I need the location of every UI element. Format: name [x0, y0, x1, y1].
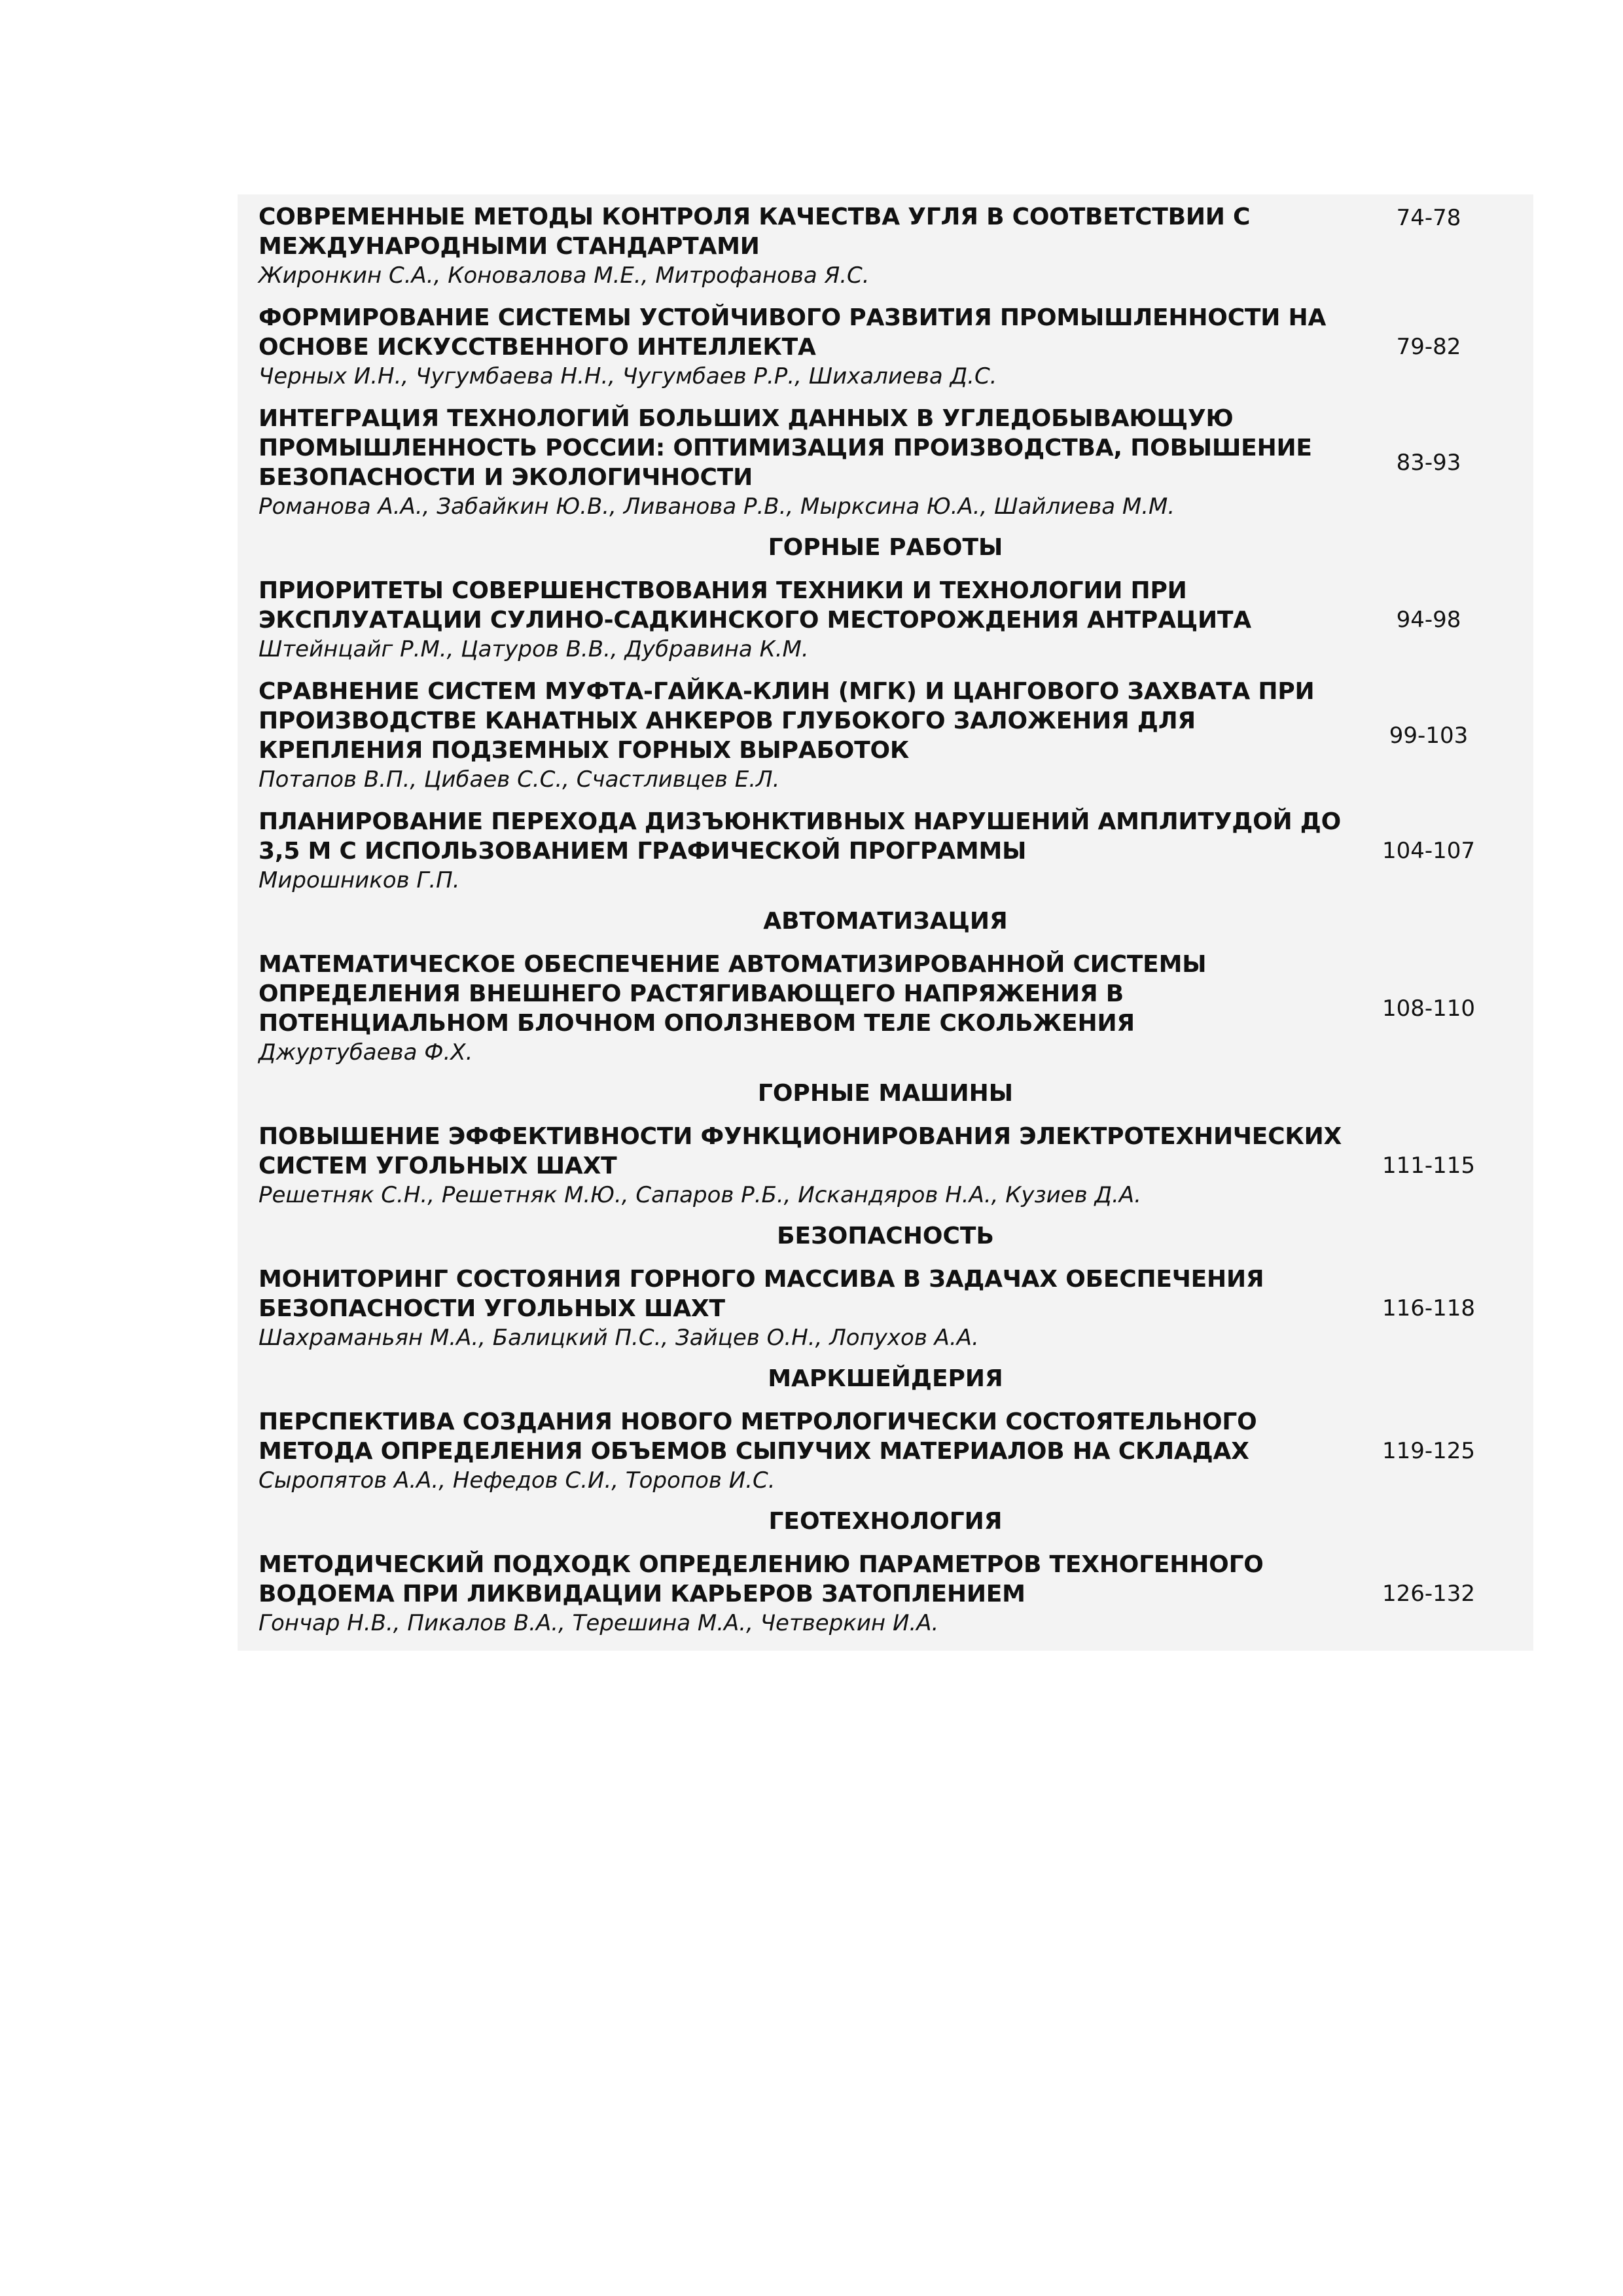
toc-entry-text	[238, 807, 1344, 895]
article-title: ПЕРСПЕКТИВА СОЗДАНИЯ НОВОГО МЕТРОЛОГИЧЕСКИ СОСТОЯТЕЛЬНОГО МЕТОДА ОПРЕДЕЛЕНИЯ ОБЪЕМОВ СЫПУЧИХ МАТЕРИАЛОВ НА СКЛАДАХ	[259, 1408, 1257, 1465]
toc-entry	[238, 1399, 1533, 1500]
section-heading: БЕЗОПАСНОСТЬ	[777, 1223, 994, 1249]
page-range: 104-107	[1382, 838, 1476, 864]
page-range: 74-78	[1396, 205, 1461, 231]
toc-entry	[238, 942, 1533, 1072]
toc-entry-text	[238, 677, 1344, 794]
article-title: МАТЕМАТИЧЕСКОЕ ОБЕСПЕЧЕНИЕ АВТОМАТИЗИРОВАННОЙ СИСТЕМЫ ОПРЕДЕЛЕНИЯ ВНЕШНЕГО РАСТЯГИВАЮЩЕГО НАПРЯЖЕНИЯ В ПОТЕНЦИАЛЬНОМ БЛОЧНОМ ОПОЛЗНЕВОМ ТЕЛЕ СКОЛЬЖЕНИЯ	[259, 951, 1207, 1037]
article-title: ФОРМИРОВАНИЕ СИСТЕМЫ УСТОЙЧИВОГО РАЗВИТИЯ ПРОМЫШЛЕННОСТИ НА ОСНОВЕ ИСКУССТВЕННОГО ИНТЕЛЛЕКТА	[259, 304, 1327, 361]
article-authors: Сыропятов А.А., Нефедов С.И., Торопов И.С.	[259, 1467, 776, 1494]
article-title: ПРИОРИТЕТЫ СОВЕРШЕНСТВОВАНИЯ ТЕХНИКИ И ТЕХНОЛОГИИ ПРИ ЭКСПЛУАТАЦИИ СУЛИНО-САДКИНСКОГО МЕСТОРОЖДЕНИЯ АНТРАЦИТА	[259, 577, 1251, 634]
toc-entry	[238, 669, 1533, 799]
article-authors: Джуртубаева Ф.Х.	[259, 1039, 473, 1066]
article-title: ПЛАНИРОВАНИЕ ПЕРЕХОДА ДИЗЪЮНКТИВНЫХ НАРУШЕНИЙ АМПЛИТУДОЙ ДО 3,5 М С ИСПОЛЬЗОВАНИЕМ ГРАФИЧЕСКОЙ ПРОГРАММЫ	[259, 808, 1342, 865]
article-authors: Гончар Н.В., Пикалов В.А., Терешина М.А., Четверкин И.А.	[259, 1610, 939, 1636]
toc-entry-text	[238, 576, 1344, 664]
section-heading: ГОРНЫЕ МАШИНЫ	[757, 1080, 1014, 1107]
page-range: 99-103	[1389, 722, 1469, 749]
toc-entry	[238, 396, 1533, 526]
page-range: 111-115	[1382, 1153, 1476, 1179]
article-title: МОНИТОРИНГ СОСТОЯНИЯ ГОРНОГО МАССИВА В ЗАДАЧАХ ОБЕСПЕЧЕНИЯ БЕЗОПАСНОСТИ УГОЛЬНЫХ ШАХТ	[259, 1266, 1264, 1322]
page-range: 94-98	[1396, 607, 1461, 633]
toc-entry	[238, 1257, 1533, 1357]
toc-entry-text	[238, 1122, 1344, 1210]
toc-entry	[238, 1542, 1533, 1643]
article-title: МЕТОДИЧЕСКИЙ ПОДХОДК ОПРЕДЕЛЕНИЮ ПАРАМЕТРОВ ТЕХНОГЕННОГО ВОДОЕМА ПРИ ЛИКВИДАЦИИ КАРЬЕРОВ ЗАТОПЛЕНИЕМ	[259, 1551, 1264, 1607]
section-heading: МАРКШЕЙДЕРИЯ	[768, 1365, 1003, 1392]
page-range: 126-132	[1382, 1581, 1476, 1607]
toc-entry-text	[238, 1550, 1344, 1638]
toc-entry-text	[238, 202, 1344, 290]
toc-entry-text	[238, 950, 1344, 1067]
toc-entry-text	[238, 1407, 1344, 1495]
section-heading: ГЕОТЕХНОЛОГИЯ	[768, 1508, 1003, 1535]
toc-entry	[238, 295, 1533, 396]
article-authors: Штейнцайг Р.М., Цатуров В.В., Дубравина К.М.	[259, 636, 809, 662]
article-authors: Жиронкин С.А., Коновалова М.Е., Митрофанова Я.С.	[259, 262, 870, 289]
article-title: ИНТЕГРАЦИЯ ТЕХНОЛОГИЙ БОЛЬШИХ ДАННЫХ В УГЛЕДОБЫВАЮЩУЮ ПРОМЫШЛЕННОСТЬ РОССИИ: ОПТИМИЗАЦИЯ ПРОИЗВОДСТВА, ПОВЫШЕНИЕ БЕЗОПАСНОСТИ И ЭКОЛОГИЧНОСТИ	[259, 405, 1312, 491]
article-title: СРАВНЕНИЕ СИСТЕМ МУФТА-ГАЙКА-КЛИН (МГК) И ЦАНГОВОГО ЗАХВАТА ПРИ ПРОИЗВОДСТВЕ КАНАТНЫХ АНКЕРОВ ГЛУБОКОГО ЗАЛОЖЕНИЯ ДЛЯ КРЕПЛЕНИЯ ПОДЗЕМНЫХ ГОРНЫХ ВЫРАБОТОК	[259, 678, 1315, 764]
article-title: ПОВЫШЕНИЕ ЭФФЕКТИВНОСТИ ФУНКЦИОНИРОВАНИЯ ЭЛЕКТРОТЕХНИЧЕСКИХ СИСТЕМ УГОЛЬНЫХ ШАХТ	[259, 1123, 1342, 1179]
page-range: 83-93	[1396, 449, 1461, 476]
page-range: 108-110	[1382, 995, 1476, 1022]
article-authors: Черных И.Н., Чугумбаева Н.Н., Чугумбаев Р.Р., Шихалиева Д.С.	[259, 363, 997, 389]
toc-entry-text	[238, 1265, 1344, 1352]
table-of-contents	[238, 194, 1533, 1651]
toc-entry	[238, 1114, 1533, 1215]
article-authors: Потапов В.П., Цибаев С.С., Счастливцев Е.Л.	[259, 766, 780, 793]
page-range: 79-82	[1396, 334, 1461, 360]
section-heading: ГОРНЫЕ РАБОТЫ	[768, 534, 1003, 561]
toc-entry-text	[238, 303, 1344, 391]
toc-entry	[238, 799, 1533, 900]
page-range: 116-118	[1382, 1295, 1476, 1321]
toc-entry	[238, 194, 1533, 295]
toc-entry	[238, 568, 1533, 669]
article-authors: Романова А.А., Забайкин Ю.В., Ливанова Р.В., Мырксина Ю.А., Шайлиева М.М.	[259, 493, 1175, 520]
article-authors: Решетняк С.Н., Решетняк М.Ю., Сапаров Р.Б., Искандяров Н.А., Кузиев Д.А.	[259, 1182, 1141, 1208]
page-range: 119-125	[1382, 1438, 1476, 1464]
article-authors: Мирошников Г.П.	[259, 867, 460, 893]
article-title: СОВРЕМЕННЫЕ МЕТОДЫ КОНТРОЛЯ КАЧЕСТВА УГЛЯ В СООТВЕТСТВИИ С МЕЖДУНАРОДНЫМИ СТАНДАРТАМИ	[259, 204, 1251, 260]
toc-entry-text	[238, 404, 1344, 521]
section-heading: АВТОМАТИЗАЦИЯ	[763, 908, 1008, 935]
article-authors: Шахраманьян М.А., Балицкий П.С., Зайцев О.Н., Лопухов А.А.	[259, 1325, 979, 1351]
